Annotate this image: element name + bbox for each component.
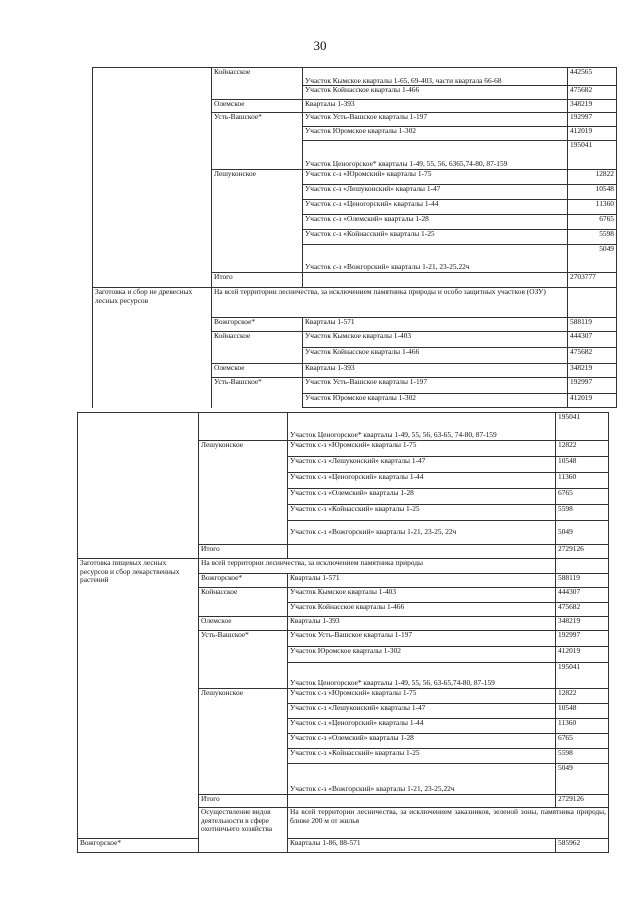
plot-cell: Участок Усть-Вашское кварталы 1-197 (303, 113, 568, 127)
plot-cell: Участок с-з «Олемский» кварталы 1-28 (288, 489, 556, 505)
plot-cell: Участок с-з «Койнасский» кварталы 1-25 (288, 749, 556, 764)
area-cell: 195041 (568, 141, 617, 170)
plot-cell: Участок Койнасское кварталы 1-466 (303, 86, 568, 100)
plot-cell: Участок с-з «Юромский» кварталы 1-75 (303, 170, 568, 185)
plot-cell: Участок Юромское кварталы 1-302 (288, 647, 556, 663)
area-cell: 192997 (568, 378, 617, 394)
area-cell: 475682 (568, 348, 617, 364)
area-cell: 6765 (556, 489, 609, 505)
plot-cell: Кварталы 1-571 (288, 574, 556, 588)
plot-cell: Участок с-з «Ценогорский» кварталы 1-44 (288, 473, 556, 489)
district-cell: Койнасское (212, 68, 303, 100)
plot-cell: Участок с-з «Койнасский» кварталы 1-25 (288, 505, 556, 521)
plot-cell: Участок Усть-Вашское кварталы 1-197 (303, 378, 568, 394)
total-label-cell: Итого (212, 273, 303, 288)
activity-cell (93, 68, 212, 288)
plot-cell (288, 545, 556, 559)
area-cell: 6765 (556, 734, 609, 749)
forest-use-table-bottom (77, 412, 609, 853)
plot-cell: Кварталы 1-393 (303, 364, 568, 378)
district-cell: Лешуконское (199, 441, 288, 545)
activity-cell (78, 413, 199, 559)
total-label-cell: Итого (199, 545, 288, 559)
plot-cell: Кварталы 1-393 (303, 100, 568, 113)
area-cell: 10548 (568, 185, 617, 200)
page-number: 30 (313, 38, 327, 53)
plot-cell: Кварталы 1-571 (303, 318, 568, 332)
area-cell: 12822 (556, 689, 609, 704)
district-cell: Олемское (212, 364, 303, 378)
area-cell: 195041 (556, 663, 609, 689)
scope-cell: На всей территории лесничества, за исключением памятника природы (199, 559, 556, 574)
district-cell: Койнасское (199, 588, 288, 617)
district-cell: Лешуконское (212, 170, 303, 273)
plot-cell: Участок с-з «Ценогорский» кварталы 1-44 (288, 719, 556, 734)
plot-cell: Участок Кымское кварталы 1-403 (303, 332, 568, 348)
plot-cell: Участок с-з «Лешуконский» кварталы 1-47 (288, 704, 556, 719)
area-cell: 5598 (556, 749, 609, 764)
district-cell: Вожгорское* (78, 839, 199, 853)
plot-cell: Участок Койнасское кварталы 1-466 (288, 603, 556, 617)
scope-cell: На всей территории лесничества, за исключением памятника природы и особо защитных участков (ОЗУ) (212, 288, 568, 318)
plot-cell: Участок Ценогорское* кварталы 1-49, 55, 56, 63-65,74-80, 87-159 (288, 663, 556, 689)
table-row (78, 413, 609, 441)
district-cell: Олемское (199, 617, 288, 631)
plot-cell: Участок Ценогорское* кварталы 1-49, 55, 56, 6365,74-80, 87-159 (303, 141, 568, 170)
area-cell: 5049 (556, 764, 609, 795)
plot-cell: Участок Койнасское кварталы 1-466 (303, 348, 568, 364)
area-cell: 588119 (568, 318, 617, 332)
district-cell: Койнасское (212, 332, 303, 364)
activity-cell: Заготовка и сбор не древесных лесных ресурсов (93, 288, 212, 408)
plot-cell (288, 795, 556, 808)
area-cell: 12822 (568, 170, 617, 185)
area-cell: 348219 (568, 364, 617, 378)
plot-cell: Участок с-з «Лешуконский» кварталы 1-47 (288, 457, 556, 473)
area-cell: 192997 (568, 113, 617, 127)
area-cell: 10548 (556, 457, 609, 473)
plot-cell: Участок Кымское кварталы 1-403 (288, 588, 556, 603)
area-cell (556, 559, 609, 574)
plot-cell: Участок с-з «Койнасский» кварталы 1-25 (303, 230, 568, 245)
plot-cell: Участок Юромское кварталы 1-302 (303, 127, 568, 141)
total-value-cell: 2729126 (556, 545, 609, 559)
district-cell: Усть-Вашское* (212, 113, 303, 170)
plot-cell: Участок с-з «Ценогорский» кварталы 1-44 (303, 200, 568, 215)
district-cell (199, 413, 288, 441)
area-cell: 442565 (568, 68, 617, 86)
activity-cell: Заготовка пищевых лесных ресурсов и сбор лекарственных растений (78, 559, 199, 839)
plot-cell: Участок с-з «Лешуконский» кварталы 1-47 (303, 185, 568, 200)
area-cell: 195041 (556, 413, 609, 441)
area-cell: 11360 (568, 200, 617, 215)
table-row (78, 839, 609, 853)
scope-cell: На всей территории лесничества, за исключением заказников, зеленой зоны, памятника природы, ближе 200 м от жилья (288, 808, 609, 839)
district-cell: Лешуконское (199, 689, 288, 795)
total-value-cell: 2729126 (556, 795, 609, 808)
area-cell: 5049 (556, 521, 609, 545)
district-cell: Усть-Вашское* (199, 631, 288, 689)
table-row (93, 68, 617, 86)
area-cell (568, 288, 617, 318)
plot-cell: Участок Кымское кварталы 1-65, 69-403, части квартала 66-68 (303, 68, 568, 86)
activity-cell: Осуществление видов деятельности в сфере охотничьего хозяйства (199, 808, 288, 853)
plot-cell: Участок Юромское кварталы 1-302 (303, 394, 568, 408)
area-cell: 475682 (556, 603, 609, 617)
plot-cell: Участок с-з «Олемский» кварталы 1-28 (288, 734, 556, 749)
plot-cell: Кварталы 1-393 (288, 617, 556, 631)
area-cell: 588119 (556, 574, 609, 588)
plot-cell: Участок с-з «Юромский» кварталы 1-75 (288, 689, 556, 704)
plot-cell: Участок с-з «Вожгорский» кварталы 1-21, 23-25,22ч (303, 245, 568, 273)
area-cell: 444307 (568, 332, 617, 348)
plot-cell (303, 273, 568, 288)
plot-cell: Участок с-з «Вожгорский» кварталы 1-21, 23-25, 22ч (288, 521, 556, 545)
plot-cell: Участок Усть-Вашское кварталы 1-197 (288, 631, 556, 647)
area-cell: 348219 (568, 100, 617, 113)
area-cell: 11360 (556, 719, 609, 734)
area-cell: 10548 (556, 704, 609, 719)
plot-cell: Участок с-з «Вожгорский» кварталы 1-21, 23-25,22ч (288, 764, 556, 795)
area-cell: 444307 (556, 588, 609, 603)
forest-use-table-top (92, 67, 617, 408)
area-cell: 6765 (568, 215, 617, 230)
area-cell: 412019 (556, 647, 609, 663)
area-cell: 5049 (568, 245, 617, 273)
area-cell: 12822 (556, 441, 609, 457)
area-cell: 11360 (556, 473, 609, 489)
plot-cell: Участок с-з «Олемский» кварталы 1-28 (303, 215, 568, 230)
district-cell: Вожгорское* (199, 574, 288, 588)
district-cell: Олемское (212, 100, 303, 113)
plot-cell: Кварталы 1-86, 88-571 (288, 839, 556, 853)
area-cell: 475682 (568, 86, 617, 100)
area-cell: 192997 (556, 631, 609, 647)
total-value-cell: 2703777 (568, 273, 617, 288)
table-row (78, 559, 609, 574)
district-cell: Вожгорское* (212, 318, 303, 332)
total-label-cell: Итого (199, 795, 288, 808)
plot-cell: Участок Ценогорское* кварталы 1-49, 55, 56, 63-65, 74-80, 87-159 (288, 413, 556, 441)
area-cell: 5598 (556, 505, 609, 521)
area-cell: 585962 (556, 839, 609, 853)
area-cell: 412019 (568, 394, 617, 408)
plot-cell: Участок с-з «Юромский» кварталы 1-75 (288, 441, 556, 457)
area-cell: 5598 (568, 230, 617, 245)
area-cell: 348219 (556, 617, 609, 631)
district-cell: Усть-Вашское* (212, 378, 303, 408)
area-cell: 412019 (568, 127, 617, 141)
table-row (93, 288, 617, 318)
